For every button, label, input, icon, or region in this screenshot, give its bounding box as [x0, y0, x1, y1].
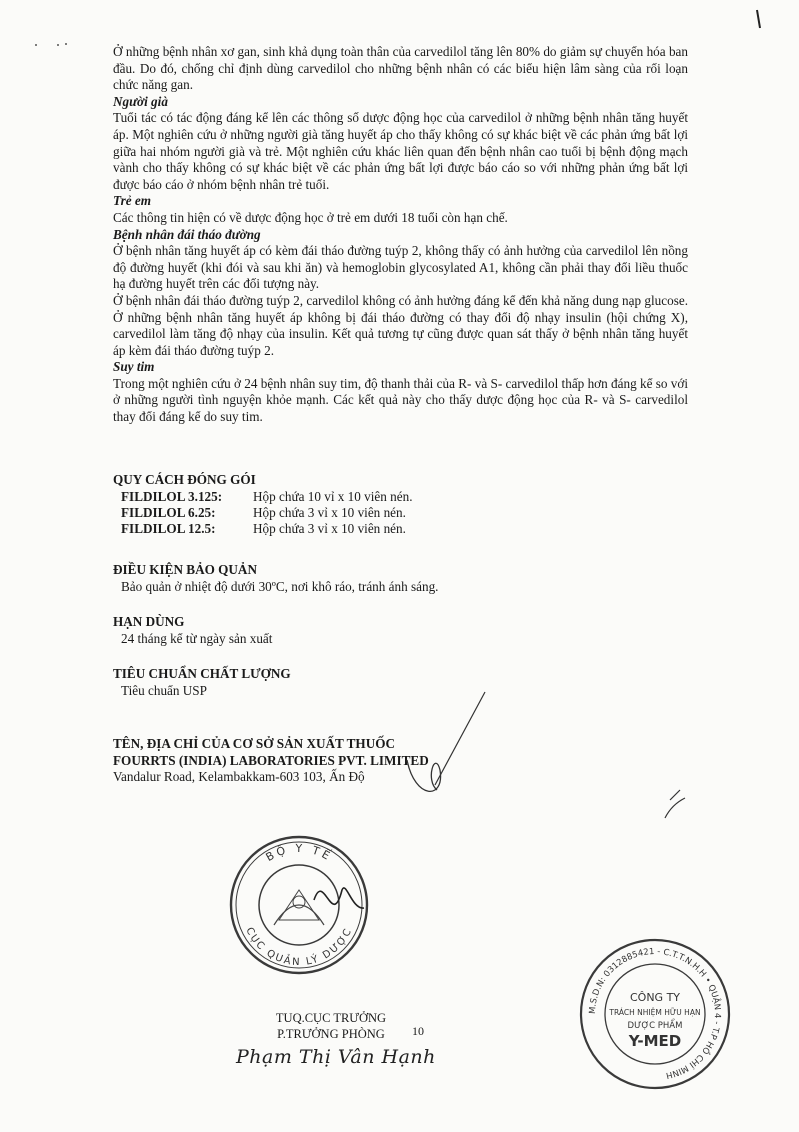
quality-text: Tiêu chuẩn USP [121, 682, 207, 698]
company-seal-icon [576, 935, 734, 1093]
signature-title-1: TUQ.CỤC TRƯỞNG [275, 1011, 387, 1025]
signer-name: Phạm Thị Vân Hạnh [236, 1046, 436, 1068]
product-pack: Hộp chứa 3 vỉ x 10 viên nén. [253, 504, 406, 520]
seal-company-label: CÔNG TY [629, 991, 681, 1004]
storage-text: Bảo quản ở nhiệt độ dưới 30ºC, nơi khô ráo, tránh ánh sáng. [121, 578, 439, 594]
ministry-seal-icon [224, 830, 374, 980]
corner-mark-icon [752, 8, 766, 30]
product-name: FILDILOL 6.25: [121, 504, 216, 520]
signature-title-2: P.TRƯỞNG PHÒNG [277, 1027, 385, 1041]
diabetes-paragraph-1: Ở bệnh nhân tăng huyết áp có kèm đái tháo đường tuýp 2, không thấy có ảnh hưởng của carvedilol lên nồng độ đường huyết (khi đói và sau khi ăn) và hemoglobin glycosylated A1, không cần phải thay đổi liều thuốc hạ đường huyết trên các đối tượng này. [113, 243, 688, 292]
quality-heading: TIÊU CHUẨN CHẤT LƯỢNG [113, 666, 291, 681]
packaging-heading: QUY CÁCH ĐÓNG GÓI [113, 472, 256, 487]
seal-company-name: Y-MED [628, 1032, 682, 1050]
page-number: 10 [412, 1024, 424, 1038]
elderly-heading: Người già [113, 93, 168, 109]
product-pack: Hộp chứa 3 vỉ x 10 viên nén. [253, 520, 406, 536]
product-name: FILDILOL 12.5: [121, 520, 216, 536]
children-paragraph: Các thông tin hiện có về dược động học ở trẻ em dưới 18 tuổi còn hạn chế. [113, 209, 508, 225]
packaging-row [113, 489, 713, 505]
manufacturer-name: FOURRTS (INDIA) LABORATORIES PVT. LIMITED [113, 752, 429, 768]
heart-failure-paragraph: Trong một nghiên cứu ở 24 bệnh nhân suy tim, độ thanh thải của R- và S- carvedilol thấp hơn đáng kể so với ở những người tình nguyện khỏe mạnh. Các kết quả này cho thấy dược động học của R- và S- carvedilol thay đổi đáng kể do suy tim. [113, 375, 688, 425]
speck-mark-icon [32, 40, 72, 50]
product-pack: Hộp chứa 10 vỉ x 10 viên nén. [253, 488, 413, 504]
product-name: FILDILOL 3.125: [121, 488, 223, 504]
children-heading: Trẻ em [113, 193, 151, 209]
expiry-text: 24 tháng kể từ ngày sản xuất [121, 630, 273, 646]
cirrhosis-paragraph: Ở những bệnh nhân xơ gan, sinh khả dụng toàn thân của carvedilol tăng lên 80% do giảm sự chuyển hóa ban đầu. Do đó, chống chỉ định dùng carvedilol cho những bệnh nhân có các biểu hiện lâm sàng của rối loạn chức năng gan. [113, 44, 688, 93]
elderly-paragraph: Tuổi tác có tác động đáng kể lên các thông số dược động học của carvedilol ở những bệnh nhân tăng huyết áp. Một nghiên cứu ở những người già tăng huyết áp cho thấy không có sự khác biệt về các phản ứng bất lợi giữa hai nhóm người già và trẻ. Một nghiên cứu khác liên quan đến bệnh nhân cao tuổi bị bệnh động mạch vành cho thấy không có sự khác biệt về các phản ứng bất lợi được báo cáo so với những phản ứng bất lợi được báo cáo ở nhóm bệnh nhân trẻ tuổi. [113, 110, 688, 192]
packaging-row [113, 505, 713, 521]
handwritten-mark-icon [395, 690, 695, 830]
storage-heading: ĐIỀU KIỆN BẢO QUẢN [113, 562, 257, 577]
seal-ring-text: M.S.D.N: 0312885421 - C.T.T.N.H.H • QUẬN 4 - T.P HỒ CHÍ MINH [587, 946, 723, 1080]
expiry-section [113, 614, 713, 647]
seal-top-text: BỘ Y TẾ [263, 841, 335, 864]
storage-section [113, 562, 713, 595]
seal-bottom-text: CỤC QUẢN LÝ DƯỢC [243, 925, 355, 969]
expiry-heading: HẠN DÙNG [113, 614, 185, 629]
svg-text:BỘ Y TẾ [264, 842, 335, 864]
packaging-row [113, 521, 713, 537]
seal-company-field: DƯỢC PHẨM [627, 1021, 683, 1031]
diabetes-paragraph-2: Ở bệnh nhân đái tháo đường tuýp 2, carvedilol không có ảnh hưởng đáng kể đến khả năng dung nạp glucose. Ở những bệnh nhân tăng huyết áp không bị đái tháo đường có thay đổi độ nhạy insulin (hội chứng X), carvedilol làm tăng độ nhạy của insulin. Kết quả tương tự cũng được quan sát thấy ở bệnh nhân tăng huyết áp kèm đái tháo đường tuýp 2. [113, 292, 688, 358]
pharmacokinetics-section [113, 44, 688, 426]
heart-failure-heading: Suy tim [113, 359, 155, 375]
diabetes-heading: Bệnh nhân đái tháo đường [113, 226, 261, 242]
seal-company-type: TRÁCH NHIỆM HỮU HẠN [609, 1008, 701, 1017]
signature-caption [256, 1010, 406, 1042]
manufacturer-address: Vandalur Road, Kelambakkam-603 103, Ấn Độ [113, 769, 365, 784]
manufacturer-heading: TÊN, ĐỊA CHỈ CỦA CƠ SỞ SẢN XUẤT THUỐC [113, 736, 395, 751]
packaging-section [113, 472, 713, 537]
